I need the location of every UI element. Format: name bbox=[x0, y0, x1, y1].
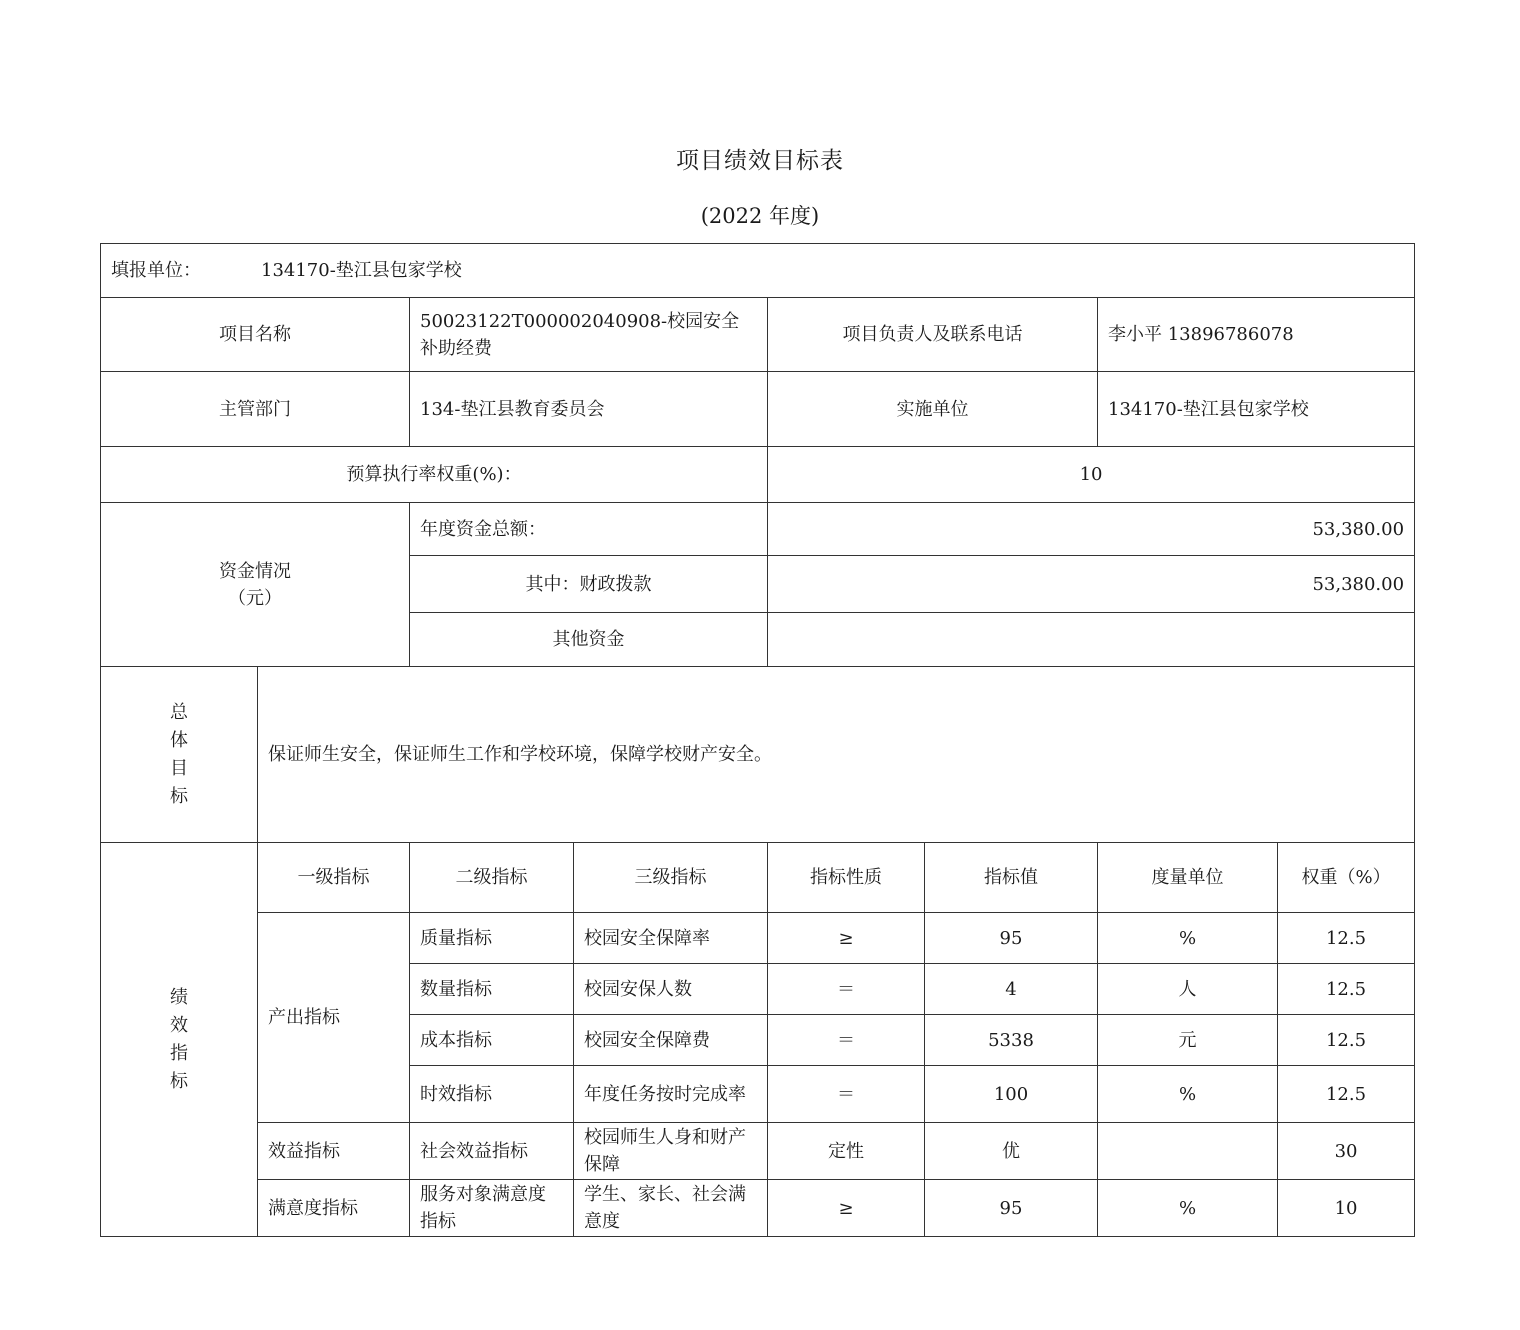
project-name-label: 项目名称 bbox=[101, 298, 410, 372]
budget-weight-label: 预算执行率权重(%)： bbox=[101, 447, 768, 503]
row-value: 5338 bbox=[925, 1015, 1098, 1066]
output-indicator-label: 产出指标 bbox=[258, 913, 410, 1123]
row-unit: 元 bbox=[1098, 1015, 1278, 1066]
row-weight: 12.5 bbox=[1278, 913, 1415, 964]
performance-goal-table bbox=[100, 243, 1415, 1237]
satisfaction-nature: ≥ bbox=[768, 1180, 925, 1237]
impl-value: 134170-垫江县包家学校 bbox=[1098, 372, 1415, 447]
row-unit: % bbox=[1098, 913, 1278, 964]
budget-weight-value: 10 bbox=[768, 447, 1415, 503]
row-nature: ＝ bbox=[768, 964, 925, 1015]
funds-total-row bbox=[101, 503, 1415, 556]
indicator-header-row bbox=[101, 843, 1415, 913]
funds-label-line1: 资金情况 bbox=[219, 560, 291, 582]
header-unit: 度量单位 bbox=[1098, 843, 1278, 913]
funds-label bbox=[101, 503, 410, 667]
indicators-label bbox=[101, 843, 258, 1237]
header-level2: 二级指标 bbox=[410, 843, 574, 913]
funds-other-label: 其他资金 bbox=[410, 613, 768, 667]
funds-fiscal-label: 其中：财政拨款 bbox=[410, 556, 768, 613]
ind-char-3: 指 bbox=[170, 1042, 188, 1064]
row-value: 4 bbox=[925, 964, 1098, 1015]
row-weight: 12.5 bbox=[1278, 1015, 1415, 1066]
header-level1: 一级指标 bbox=[258, 843, 410, 913]
benefit-value: 优 bbox=[925, 1123, 1098, 1180]
satisfaction-level1: 满意度指标 bbox=[258, 1180, 410, 1237]
satisfaction-value: 95 bbox=[925, 1180, 1098, 1237]
ind-char-4: 标 bbox=[170, 1070, 188, 1092]
row-level3: 校园安保人数 bbox=[574, 964, 768, 1015]
reporter-row bbox=[101, 244, 1415, 298]
table-row bbox=[101, 913, 1415, 964]
ind-char-2: 效 bbox=[170, 1014, 188, 1036]
dept-label: 主管部门 bbox=[101, 372, 410, 447]
benefit-level1: 效益指标 bbox=[258, 1123, 410, 1180]
benefit-weight: 30 bbox=[1278, 1123, 1415, 1180]
satisfaction-level3: 学生、家长、社会满意度 bbox=[574, 1180, 768, 1237]
project-name-row bbox=[101, 298, 1415, 372]
overall-goal-label bbox=[101, 667, 258, 843]
row-value: 95 bbox=[925, 913, 1098, 964]
project-name-value: 50023122T000002040908-校园安全补助经费 bbox=[410, 298, 768, 372]
overall-goal-text: 保证师生安全，保证师生工作和学校环境，保障学校财产安全。 bbox=[258, 667, 1415, 843]
budget-weight-row bbox=[101, 447, 1415, 503]
benefit-nature: 定性 bbox=[768, 1123, 925, 1180]
contact-label: 项目负责人及联系电话 bbox=[768, 298, 1098, 372]
row-level3: 校园安全保障费 bbox=[574, 1015, 768, 1066]
row-unit: % bbox=[1098, 1066, 1278, 1123]
goal-char-4: 标 bbox=[170, 785, 188, 807]
benefit-level3: 校园师生人身和财产保障 bbox=[574, 1123, 768, 1180]
satisfaction-unit: % bbox=[1098, 1180, 1278, 1237]
satisfaction-weight: 10 bbox=[1278, 1180, 1415, 1237]
contact-value: 李小平 13896786078 bbox=[1098, 298, 1415, 372]
goal-char-2: 体 bbox=[170, 729, 188, 751]
benefit-unit bbox=[1098, 1123, 1278, 1180]
department-row bbox=[101, 372, 1415, 447]
impl-label: 实施单位 bbox=[768, 372, 1098, 447]
goal-char-3: 目 bbox=[170, 757, 188, 779]
reporter-cell bbox=[101, 244, 1415, 298]
row-nature: ＝ bbox=[768, 1015, 925, 1066]
page-title: 项目绩效目标表 bbox=[676, 148, 844, 174]
funds-total-label: 年度资金总额： bbox=[410, 503, 768, 556]
funds-total-value: 53,380.00 bbox=[768, 503, 1415, 556]
satisfaction-row bbox=[101, 1180, 1415, 1237]
row-level2: 成本指标 bbox=[410, 1015, 574, 1066]
funds-fiscal-value: 53,380.00 bbox=[768, 556, 1415, 613]
satisfaction-level2: 服务对象满意度指标 bbox=[410, 1180, 574, 1237]
row-weight: 12.5 bbox=[1278, 1066, 1415, 1123]
header-value: 指标值 bbox=[925, 843, 1098, 913]
row-level3: 年度任务按时完成率 bbox=[574, 1066, 768, 1123]
page-subtitle: (2022 年度) bbox=[700, 204, 820, 228]
ind-char-1: 绩 bbox=[170, 986, 188, 1008]
row-level2: 数量指标 bbox=[410, 964, 574, 1015]
reporter-label: 填报单位： bbox=[111, 260, 201, 281]
row-level2: 时效指标 bbox=[410, 1066, 574, 1123]
benefit-level2: 社会效益指标 bbox=[410, 1123, 574, 1180]
row-value: 100 bbox=[925, 1066, 1098, 1123]
header-weight: 权重（%） bbox=[1278, 843, 1415, 913]
goal-char-1: 总 bbox=[170, 701, 188, 723]
reporter-value: 134170-垫江县包家学校 bbox=[261, 260, 462, 281]
funds-label-line2: （元） bbox=[228, 587, 282, 609]
row-nature: ＝ bbox=[768, 1066, 925, 1123]
dept-value: 134-垫江县教育委员会 bbox=[410, 372, 768, 447]
row-weight: 12.5 bbox=[1278, 964, 1415, 1015]
row-nature: ≥ bbox=[768, 913, 925, 964]
funds-other-value bbox=[768, 613, 1415, 667]
header-level3: 三级指标 bbox=[574, 843, 768, 913]
row-level2: 质量指标 bbox=[410, 913, 574, 964]
benefit-row bbox=[101, 1123, 1415, 1180]
row-unit: 人 bbox=[1098, 964, 1278, 1015]
header-nature: 指标性质 bbox=[768, 843, 925, 913]
row-level3: 校园安全保障率 bbox=[574, 913, 768, 964]
overall-goal-row bbox=[101, 667, 1415, 843]
